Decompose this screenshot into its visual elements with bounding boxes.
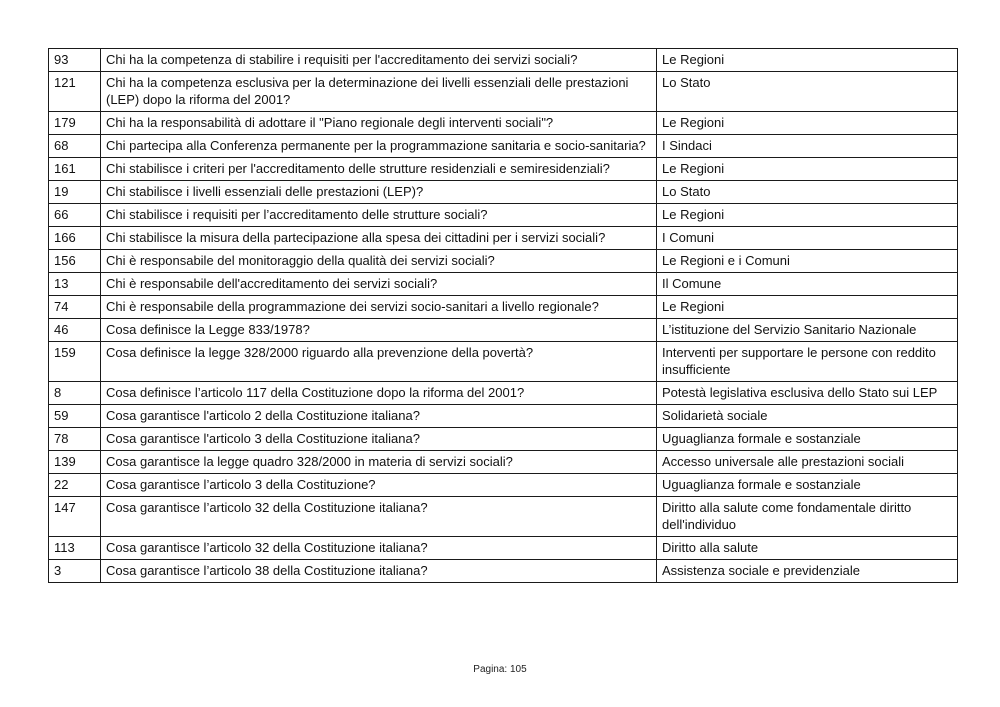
question-number: 121 [49, 72, 101, 112]
question-number: 179 [49, 112, 101, 135]
answer-text: Le Regioni e i Comuni [657, 250, 958, 273]
question-text: Chi stabilisce i requisiti per l’accreditamento delle strutture sociali? [101, 204, 657, 227]
question-text: Chi stabilisce la misura della partecipazione alla spesa dei cittadini per i servizi sociali? [101, 227, 657, 250]
question-number: 156 [49, 250, 101, 273]
qa-table-body [49, 49, 958, 583]
answer-text: Lo Stato [657, 72, 958, 112]
question-text: Cosa garantisce l’articolo 38 della Costituzione italiana? [101, 560, 657, 583]
table-row [49, 49, 958, 72]
table-row [49, 227, 958, 250]
question-number: 46 [49, 319, 101, 342]
question-number: 66 [49, 204, 101, 227]
question-number: 113 [49, 537, 101, 560]
question-number: 161 [49, 158, 101, 181]
table-row [49, 451, 958, 474]
table-row [49, 158, 958, 181]
table-row [49, 112, 958, 135]
question-number: 59 [49, 405, 101, 428]
question-number: 93 [49, 49, 101, 72]
question-text: Cosa garantisce l’articolo 3 della Costituzione? [101, 474, 657, 497]
question-text: Chi è responsabile dell'accreditamento dei servizi sociali? [101, 273, 657, 296]
table-row [49, 405, 958, 428]
table-row [49, 560, 958, 583]
answer-text: Le Regioni [657, 112, 958, 135]
question-number: 166 [49, 227, 101, 250]
table-row [49, 474, 958, 497]
question-text: Chi ha la competenza esclusiva per la determinazione dei livelli essenziali delle prestazioni (LEP) dopo la riforma del 2001? [101, 72, 657, 112]
page-number: Pagina: 105 [473, 664, 527, 675]
question-number: 19 [49, 181, 101, 204]
question-number: 68 [49, 135, 101, 158]
answer-text: Diritto alla salute [657, 537, 958, 560]
answer-text: I Sindaci [657, 135, 958, 158]
table-row [49, 382, 958, 405]
question-text: Cosa garantisce l’articolo 32 della Costituzione italiana? [101, 537, 657, 560]
answer-text: Accesso universale alle prestazioni sociali [657, 451, 958, 474]
question-text: Cosa definisce la Legge 833/1978? [101, 319, 657, 342]
table-row [49, 135, 958, 158]
question-number: 22 [49, 474, 101, 497]
answer-text: Solidarietà sociale [657, 405, 958, 428]
question-text: Cosa definisce la legge 328/2000 riguardo alla prevenzione della povertà? [101, 342, 657, 382]
table-row [49, 319, 958, 342]
table-row [49, 204, 958, 227]
answer-text: Diritto alla salute come fondamentale diritto dell'individuo [657, 497, 958, 537]
question-number: 8 [49, 382, 101, 405]
question-text: Chi è responsabile della programmazione dei servizi socio-sanitari a livello regionale? [101, 296, 657, 319]
answer-text: I Comuni [657, 227, 958, 250]
table-row [49, 181, 958, 204]
answer-text: Le Regioni [657, 158, 958, 181]
table-row [49, 273, 958, 296]
answer-text: Il Comune [657, 273, 958, 296]
question-text: Cosa garantisce l'articolo 2 della Costituzione italiana? [101, 405, 657, 428]
question-text: Chi è responsabile del monitoraggio della qualità dei servizi sociali? [101, 250, 657, 273]
answer-text: Assistenza sociale e previdenziale [657, 560, 958, 583]
answer-text: Le Regioni [657, 296, 958, 319]
table-row [49, 296, 958, 319]
answer-text: Interventi per supportare le persone con reddito insufficiente [657, 342, 958, 382]
question-number: 13 [49, 273, 101, 296]
question-text: Chi stabilisce i livelli essenziali delle prestazioni (LEP)? [101, 181, 657, 204]
question-text: Cosa garantisce l'articolo 3 della Costituzione italiana? [101, 428, 657, 451]
answer-text: Lo Stato [657, 181, 958, 204]
question-text: Cosa garantisce la legge quadro 328/2000 in materia di servizi sociali? [101, 451, 657, 474]
table-row [49, 428, 958, 451]
question-text: Cosa garantisce l’articolo 32 della Costituzione italiana? [101, 497, 657, 537]
question-number: 78 [49, 428, 101, 451]
question-number: 139 [49, 451, 101, 474]
question-number: 74 [49, 296, 101, 319]
table-row [49, 537, 958, 560]
question-number: 159 [49, 342, 101, 382]
table-row [49, 250, 958, 273]
question-text: Chi partecipa alla Conferenza permanente per la programmazione sanitaria e socio-sanitaria? [101, 135, 657, 158]
question-number: 147 [49, 497, 101, 537]
qa-table [48, 48, 958, 583]
answer-text: Le Regioni [657, 204, 958, 227]
answer-text: Uguaglianza formale e sostanziale [657, 428, 958, 451]
table-row [49, 497, 958, 537]
question-text: Cosa definisce l’articolo 117 della Costituzione dopo la riforma del 2001? [101, 382, 657, 405]
question-number: 3 [49, 560, 101, 583]
table-row [49, 342, 958, 382]
answer-text: Potestà legislativa esclusiva dello Stato sui LEP [657, 382, 958, 405]
question-text: Chi ha la responsabilità di adottare il "Piano regionale degli interventi sociali"? [101, 112, 657, 135]
answer-text: Le Regioni [657, 49, 958, 72]
answer-text: Uguaglianza formale e sostanziale [657, 474, 958, 497]
question-text: Chi stabilisce i criteri per l'accreditamento delle strutture residenziali e semiresidenziali? [101, 158, 657, 181]
answer-text: L’istituzione del Servizio Sanitario Nazionale [657, 319, 958, 342]
table-row [49, 72, 958, 112]
question-text: Chi ha la competenza di stabilire i requisiti per l'accreditamento dei servizi sociali? [101, 49, 657, 72]
